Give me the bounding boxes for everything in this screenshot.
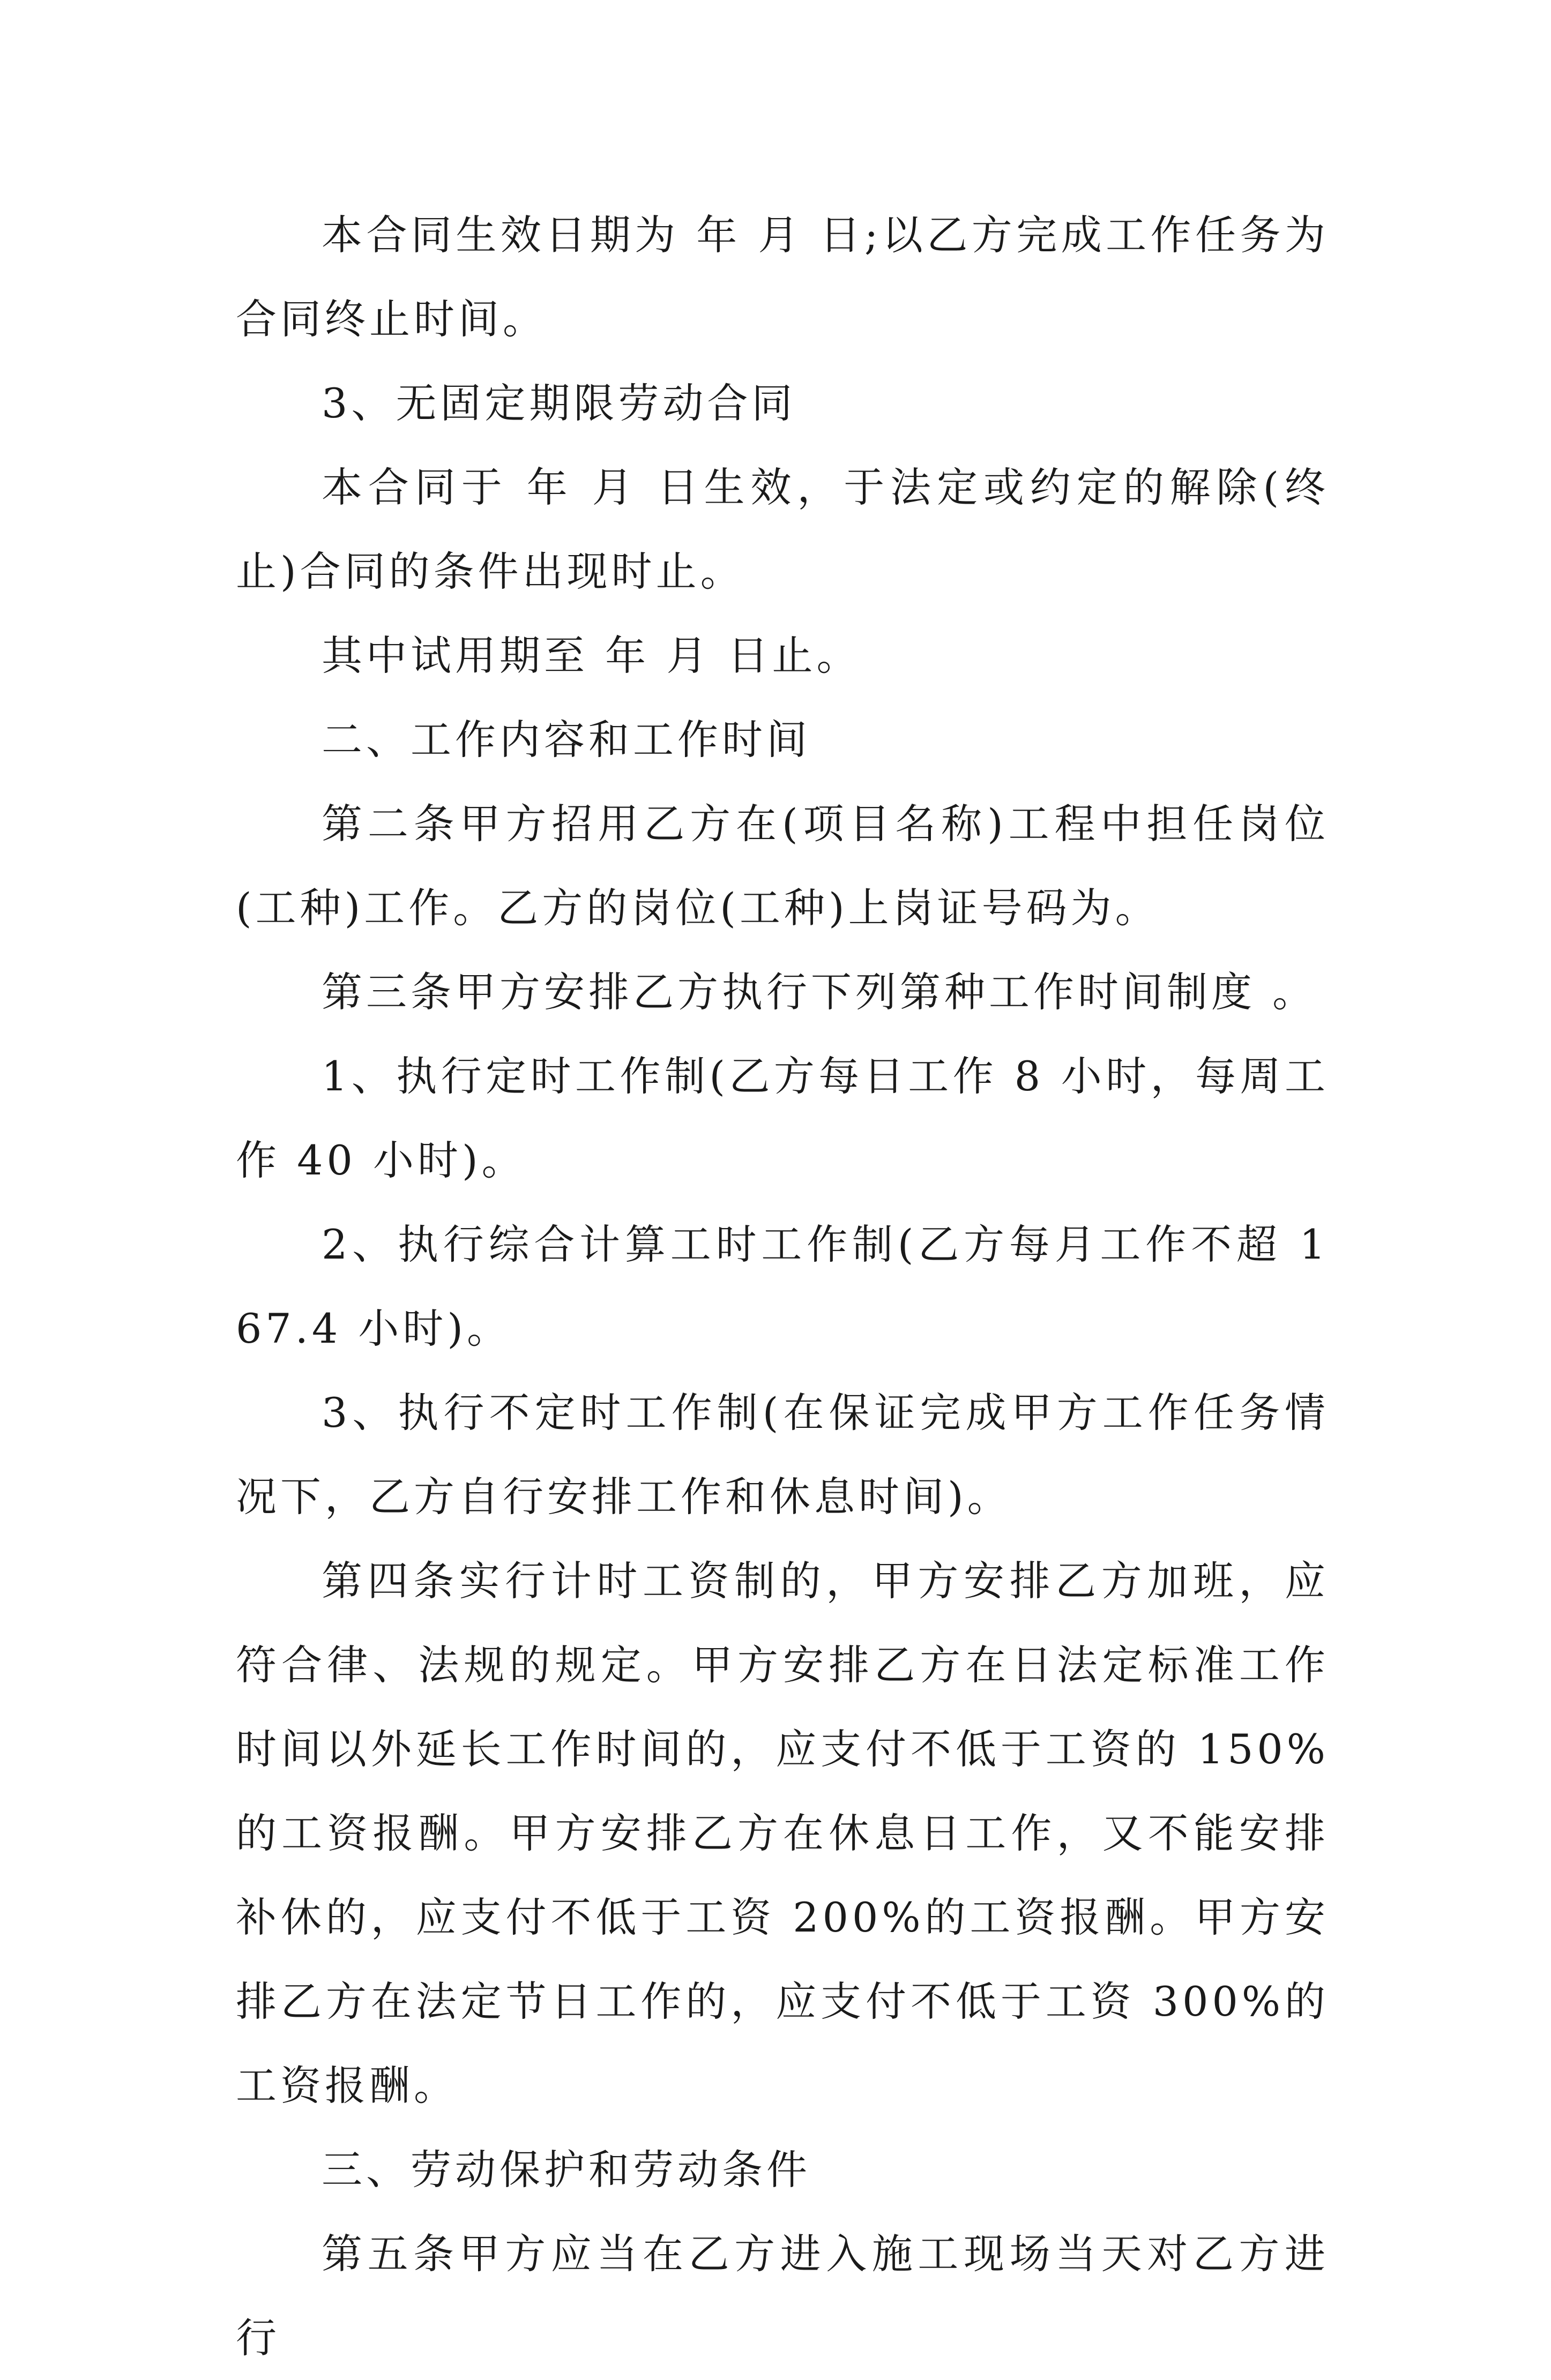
section-heading-work-content: 二、工作内容和工作时间 (322, 716, 811, 764)
article-4: 第四条实行计时工资制的，甲方安排乙方加班，应符合律、法规的规定。甲方安排乙方在日法定标准工作时间以外延长工作时间的，应支付不低于工资的 150%的工资报酬。甲方安排乙方在休息日工作，又不能安排补休的，应支付不低于工资 200%的工资报酬。甲方安排乙方在法定节日工作的，应支付不低于工资 300%的工资报酬。 (236, 1557, 1329, 2109)
document-body (236, 193, 1329, 2380)
article-5: 第五条甲方应当在乙方进入施工现场当天对乙方进行 (236, 2230, 1329, 2362)
section-heading-labor-protection: 三、劳动保护和劳动条件 (322, 2146, 811, 2194)
paragraph-probation-period: 其中试用期至 年 月 日止。 (322, 632, 861, 679)
paragraph-open-ended-contract-heading: 3、无固定期限劳动合同 (322, 379, 796, 427)
article-3: 第三条甲方安排乙方执行下列第种工作时间制度 。 (322, 968, 1317, 1016)
article-3-item-2: 2、执行综合计算工时工作制(乙方每月工作不超 167.4 小时)。 (236, 1221, 1329, 1352)
article-3-item-3: 3、执行不定时工作制(在保证完成甲方工作任务情况下，乙方自行安排工作和休息时间)。 (236, 1389, 1329, 1521)
paragraph-effective-date: 本合同生效日期为 年 月 日;以乙方完成工作任务为合同终止时间。 (236, 211, 1329, 343)
article-3-item-1: 1、执行定时工作制(乙方每日工作 8 小时，每周工作 40 小时)。 (236, 1052, 1329, 1184)
article-2: 第二条甲方招用乙方在(项目名称)工程中担任岗位(工种)工作。乙方的岗位(工种)上岗证号码为。 (236, 800, 1329, 932)
paragraph-open-ended-effective: 本合同于 年 月 日生效，于法定或约定的解除(终止)合同的条件出现时止。 (236, 463, 1329, 595)
